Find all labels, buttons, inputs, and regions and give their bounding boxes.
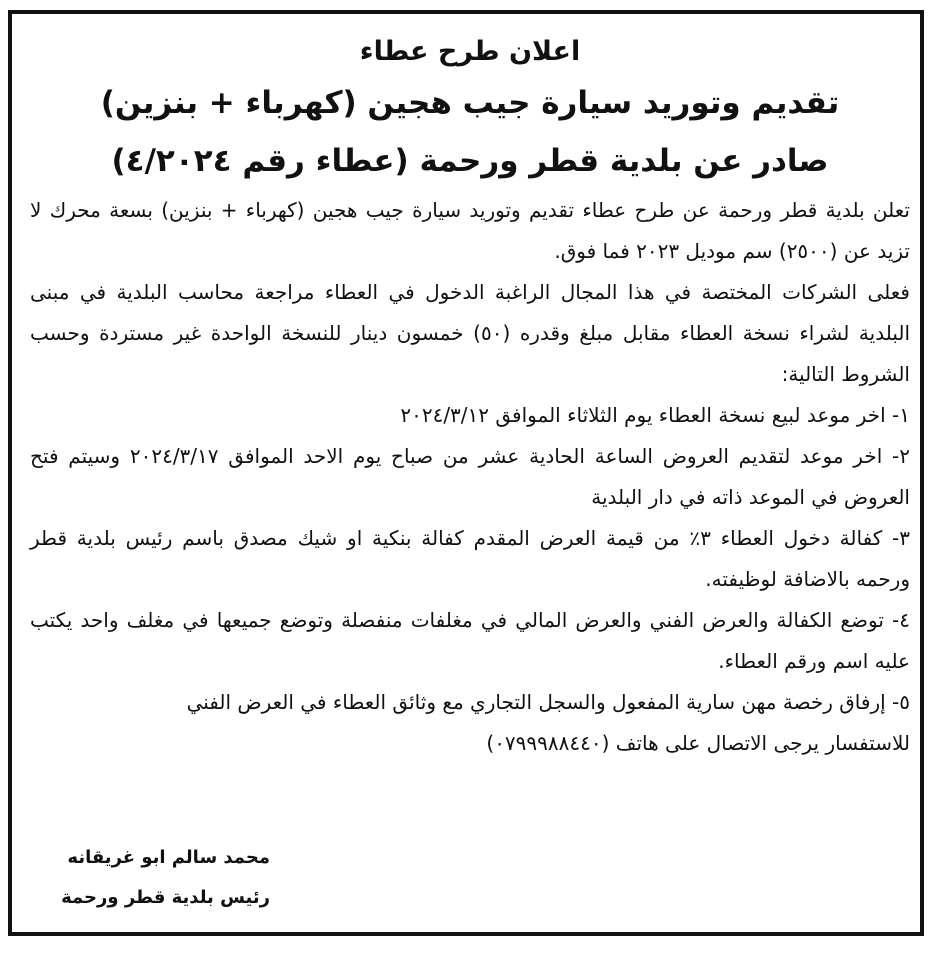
signature-block — [30, 838, 270, 918]
signatory-name: محمد سالم ابو غريقانه — [67, 847, 270, 868]
signatory-title: رئيس بلدية قطر ورحمة — [61, 887, 270, 908]
condition-item-3: ٣- كفالة دخول العطاء ٣٪ من قيمة العرض المقدم كفالة بنكية او شيك مصدق باسم رئيس بلدية قطر ورحمه بالاضافة لوظيفته. — [30, 526, 910, 591]
titles-block — [30, 30, 910, 190]
contact-line: للاستفسار يرجى الاتصال على هاتف (٠٧٩٩٩٨٨٤٤٠) — [486, 731, 910, 755]
condition-item-4: ٤- توضع الكفالة والعرض الفني والعرض المالي في مغلفات منفصلة وتوضع جميعها في مغلف واحد يكتب عليه اسم ورقم العطاء. — [30, 608, 910, 673]
instructions-paragraph: فعلى الشركات المختصة في هذا المجال الراغبة الدخول في العطاء مراجعة محاسب البلدية في مبنى البلدية لشراء نسخة العطاء مقابل مبلغ وقدره (٥٠) خمسون دينار للنسخة الواحدة غير مستردة وحسب الشروط التالية: — [30, 280, 910, 386]
condition-item-1: ١- اخر موعد لبيع نسخة العطاء يوم الثلاثاء الموافق ٢٠٢٤/٣/١٢ — [400, 403, 910, 427]
condition-item-5: ٥- إرفاق رخصة مهن سارية المفعول والسجل التجاري مع وثائق العطاء في العرض الفني — [186, 690, 910, 714]
tender-issuer-heading: صادر عن بلدية قطر ورحمة (عطاء رقم ٤/٢٠٢٤) — [111, 143, 829, 179]
announcement-heading: اعلان طرح عطاء — [359, 36, 581, 67]
intro-paragraph: تعلن بلدية قطر ورحمة عن طرح عطاء تقديم وتوريد سيارة جيب هجين (كهرباء + بنزين) بسعة محرك لا تزيد عن (٢٥٠٠) سم موديل ٢٠٢٣ فما فوق. — [30, 198, 910, 263]
tender-subject-heading: تقديم وتوريد سيارة جيب هجين (كهرباء + بنزين) — [100, 85, 840, 121]
announcement-body — [30, 190, 910, 764]
condition-item-2: ٢- اخر موعد لتقديم العروض الساعة الحادية عشر من صباح يوم الاحد الموافق ٢٠٢٤/٣/١٧ وسيتم فتح العروض في الموعد ذاته في دار البلدية — [30, 444, 910, 509]
tender-announcement — [30, 30, 910, 764]
